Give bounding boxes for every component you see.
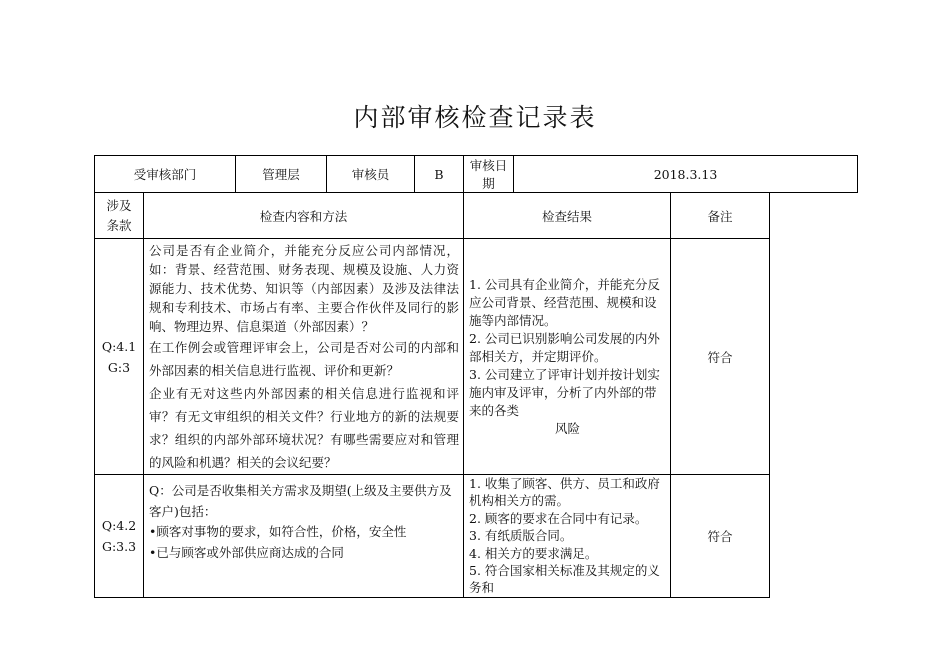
clause-line: G:3.3 — [101, 538, 137, 554]
table-row — [95, 475, 858, 598]
auditor-label: 审核员 — [327, 156, 415, 193]
clause-header — [95, 193, 144, 239]
clause-line: Q:4.2 — [101, 517, 137, 533]
result-item: 3. 公司建立了评审计划并按计划实施内审及评审，分析了内外部的带来的各类 — [469, 366, 660, 418]
clause-line: Q:4.1 — [101, 338, 137, 354]
date-label: 审核日期 — [464, 156, 514, 193]
content-paragraph: 企业有无对这些内外部因素的相关信息进行监视和评审？有无文审组织的相关文件？行业地方的新的法规要求？组织的内部外部环境状况？有哪些需要应对和管理的风险和机遇？相关的会议纪要？ — [149, 386, 460, 470]
clause-header-line2: 条款 — [106, 217, 132, 233]
remark-cell: 符合 — [671, 239, 770, 475]
result-item: 1. 收集了顾客、供方、员工和政府机构相关方的需。 — [469, 476, 660, 509]
result-item: 5. 符合国家相关标准及其规定的义务和 — [469, 563, 660, 596]
result-item: 3. 有纸质版合同。 — [469, 528, 573, 544]
content-cell — [144, 475, 464, 598]
result-item-tail: 风险 — [555, 420, 581, 436]
header-row — [95, 156, 858, 193]
clause-line: G:3 — [107, 359, 131, 375]
result-header: 检查结果 — [464, 193, 671, 239]
result-item: 1. 公司具有企业简介，并能充分反应公司背景、经营范围、规模和设施等内部情况。 — [469, 276, 660, 328]
result-item: 4. 相关方的要求满足。 — [469, 545, 598, 561]
content-paragraph: Q：公司是否收集相关方需求及期望(上级及主要供方及客户)包括： — [149, 483, 452, 519]
audit-record-table — [94, 155, 858, 598]
dept-value: 管理层 — [236, 156, 327, 193]
result-item: 2. 顾客的要求在合同中有记录。 — [469, 510, 648, 526]
dept-label: 受审核部门 — [95, 156, 236, 193]
result-cell — [464, 239, 671, 475]
content-header: 检查内容和方法 — [144, 193, 464, 239]
date-value: 2018.3.13 — [514, 156, 858, 193]
remark-cell: 符合 — [671, 475, 770, 598]
clause-cell — [95, 475, 144, 598]
remark-header: 备注 — [671, 193, 770, 239]
content-paragraph: •顾客对事物的要求，如符合性，价格，安全性 — [149, 524, 407, 539]
result-item: 2. 公司已识别影响公司发展的内外部相关方，并定期评价。 — [469, 330, 660, 364]
table-row — [95, 239, 858, 475]
content-paragraph: 公司是否有企业简介，并能充分反应公司内部情况，如：背景、经营范围、财务表现、规模及设施、人力资源能力、技术优势、知识等（内部因素）及涉及法律法规和专利技术、市场占有率、主要合作伙伴及同行的影响、物理边界、信息渠道（外部因素）？ — [149, 243, 460, 334]
clause-cell — [95, 239, 144, 475]
auditor-value: B — [415, 156, 464, 193]
content-paragraph: •已与顾客或外部供应商达成的合同 — [149, 544, 344, 560]
clause-header-line1: 涉及 — [106, 197, 132, 213]
column-header-row — [95, 193, 858, 239]
content-paragraph: 在工作例会或管理评审会上，公司是否对公司的内部和外部因素的相关信息进行监视、评价和更新？ — [149, 340, 460, 378]
content-cell — [144, 239, 464, 475]
document-title: 内部审核检查记录表 — [353, 103, 597, 132]
result-cell — [464, 475, 671, 598]
